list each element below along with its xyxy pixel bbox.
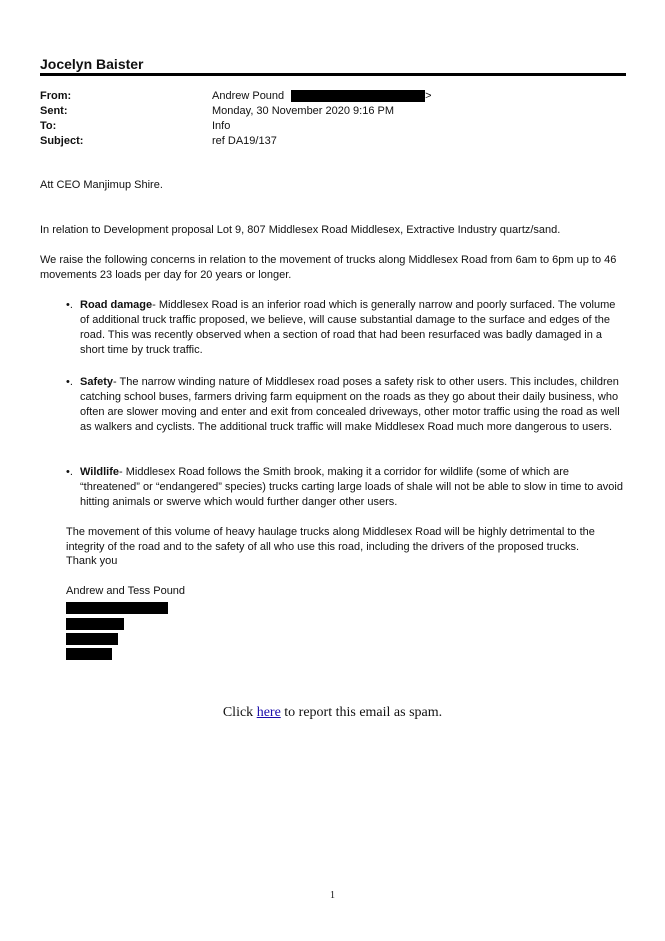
signature-name: Andrew and Tess Pound <box>66 585 186 597</box>
redacted-email <box>291 90 425 102</box>
relation-paragraph: In relation to Development proposal Lot 9, 807 Middlesex Road Middlesex, Extractive Industry quartz/sand. <box>40 224 561 236</box>
bullet-safety <box>66 375 626 435</box>
sent-row <box>40 103 626 118</box>
bullet-wildlife <box>66 465 626 510</box>
subject-label: Subject: <box>40 134 84 147</box>
spam-report-line <box>0 705 665 721</box>
bullet-mark: •. <box>66 466 73 478</box>
subject-value: ref DA19/137 <box>212 134 277 147</box>
redacted-signature-line <box>66 648 112 660</box>
from-name: Andrew Pound <box>212 89 285 102</box>
sent-value: Monday, 30 November 2020 9:16 PM <box>212 104 395 117</box>
page-number: 1 <box>330 890 335 901</box>
subject-row <box>40 133 626 148</box>
from-row <box>40 88 626 103</box>
bullet-text: - The narrow winding nature of Middlesex road poses a safety risk to other users. This includes, children catching school buses, farmers driving farm equipment on the roads as they go about their daily business, who often are slower moving and enter and exit from concealed driveways, other motor traffic using the road as well as walkers and cyclists. The additional truck traffic will make Middlesex Road much more dangerous to users. <box>80 376 620 433</box>
closing-paragraph: The movement of this volume of heavy haulage trucks along Middlesex Road will be highly detrimental to the integrity of the road and to the safety of all who use this road, including the drivers of the proposed trucks. <box>66 526 595 553</box>
email-meta <box>40 88 626 148</box>
concerns-paragraph: We raise the following concerns in relation to the movement of trucks along Middlesex Road from 6am to 6pm up to 46 movements 23 loads per day for 20 years or longer. <box>40 254 617 281</box>
header-name: Jocelyn Baister <box>40 56 144 72</box>
bullet-mark: •. <box>66 299 73 311</box>
thanks-line: Thank you <box>66 555 118 567</box>
bullet-text: - Middlesex Road is an inferior road which is generally narrow and poorly surfaced. The volume of additional truck traffic proposed, we believe, will cause substantial damage to the surface and edges of the road. This was recently observed when a section of road that had been resurfaced was badly damaged in a short time by truck traffic. <box>80 299 616 356</box>
spam-report-link[interactable]: here <box>256 705 281 720</box>
to-label: To: <box>40 119 57 132</box>
header-divider <box>40 73 626 76</box>
redacted-signature-line <box>66 602 168 614</box>
spam-text-after: to report this email as spam. <box>280 705 443 720</box>
bullet-text: - Middlesex Road follows the Smith brook, making it a corridor for wildlife (some of which are “threatened” or “endangered” species) trucks carting large loads of shale will not be able to slow in time to avoid hitting animals or swerve which would further danger other users. <box>80 466 623 508</box>
bullet-road-damage <box>66 298 626 358</box>
bullet-mark: •. <box>66 376 73 388</box>
bullet-title: Road damage <box>80 299 153 311</box>
bullet-title: Safety <box>80 376 114 388</box>
from-label: From: <box>40 89 72 102</box>
bullet-title: Wildlife <box>80 466 120 478</box>
sent-label: Sent: <box>40 104 68 117</box>
to-value: Info <box>212 119 231 132</box>
spam-text-before: Click <box>222 705 257 720</box>
to-row <box>40 118 626 133</box>
redacted-signature-line <box>66 633 118 645</box>
redacted-signature-line <box>66 618 124 630</box>
from-value <box>212 90 432 102</box>
greeting-paragraph: Att CEO Manjimup Shire. <box>40 179 163 191</box>
from-suffix: > <box>425 89 432 102</box>
